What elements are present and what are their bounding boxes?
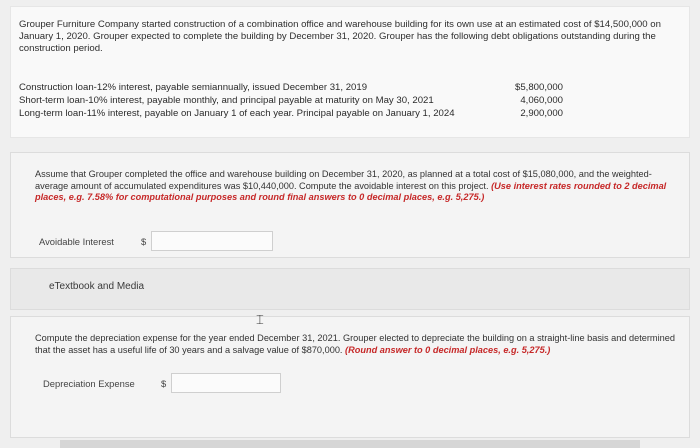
debt-row-construction-loan bbox=[19, 81, 563, 94]
rounding-instructions: (Use interest rates rounded to 2 decimal places, e.g. 7.58% for computational purposes and round final answers to 0 decimal places, e.g. 5,275.) bbox=[35, 180, 667, 202]
debt-description: Construction loan-12% interest, payable semiannually, issued December 31, 2019 bbox=[19, 82, 368, 93]
currency-symbol: $ bbox=[161, 378, 167, 389]
depreciation-expense-input[interactable] bbox=[171, 373, 281, 393]
debt-amount: $5,800,000 bbox=[514, 82, 563, 93]
question-text bbox=[35, 333, 675, 356]
question-body: Assume that Grouper completed the office and warehouse building on December 31, 2020, as planned at a total cost of $15,080,000, and the weighted-average amount of accumulated expenditures was $10,440,000. Compute the avoidable interest on this project. bbox=[35, 169, 652, 191]
question-body: Compute the depreciation expense for the year ended December 31, 2021. Grouper elected to depreciate the building on a straight-line basis and determined that the asset has a useful life of 30 years and a salvage value of $870,000. bbox=[35, 333, 675, 355]
problem-intro-text: Grouper Furniture Company started construction of a combination office and warehouse building for its own use at an estimated cost of $14,500,000 on January 1, 2020. Grouper expected to complete the building by December 31, 2020. Grouper has the following debt obligations outstanding during the construction period. bbox=[19, 19, 661, 54]
debt-row-long-term-loan bbox=[19, 107, 563, 120]
depreciation-question-panel bbox=[10, 316, 690, 438]
bottom-edge-strip bbox=[60, 440, 640, 448]
debt-amount: 2,900,000 bbox=[520, 108, 563, 119]
debt-description: Short-term loan-10% interest, payable monthly, and principal payable at maturity on May 30, 2021 bbox=[19, 95, 434, 106]
avoidable-interest-label: Avoidable Interest bbox=[39, 236, 114, 247]
debt-obligations-list bbox=[19, 81, 563, 120]
depreciation-expense-label: Depreciation Expense bbox=[43, 378, 135, 389]
text-cursor-icon: ⌶ bbox=[256, 312, 264, 327]
etextbook-media-panel[interactable] bbox=[10, 268, 690, 310]
rounding-instructions: (Round answer to 0 decimal places, e.g. 5,275.) bbox=[345, 344, 551, 355]
avoidable-interest-input[interactable] bbox=[151, 231, 273, 251]
etextbook-media-link[interactable]: eTextbook and Media bbox=[49, 281, 145, 292]
problem-intro-panel bbox=[10, 6, 690, 138]
debt-amount: 4,060,000 bbox=[520, 95, 563, 106]
question-text bbox=[35, 169, 675, 204]
debt-description: Long-term loan-11% interest, payable on January 1 of each year. Principal payable on January 1, 2024 bbox=[19, 108, 455, 119]
currency-symbol: $ bbox=[141, 236, 147, 247]
avoidable-interest-question-panel bbox=[10, 152, 690, 258]
debt-row-short-term-loan bbox=[19, 94, 563, 107]
